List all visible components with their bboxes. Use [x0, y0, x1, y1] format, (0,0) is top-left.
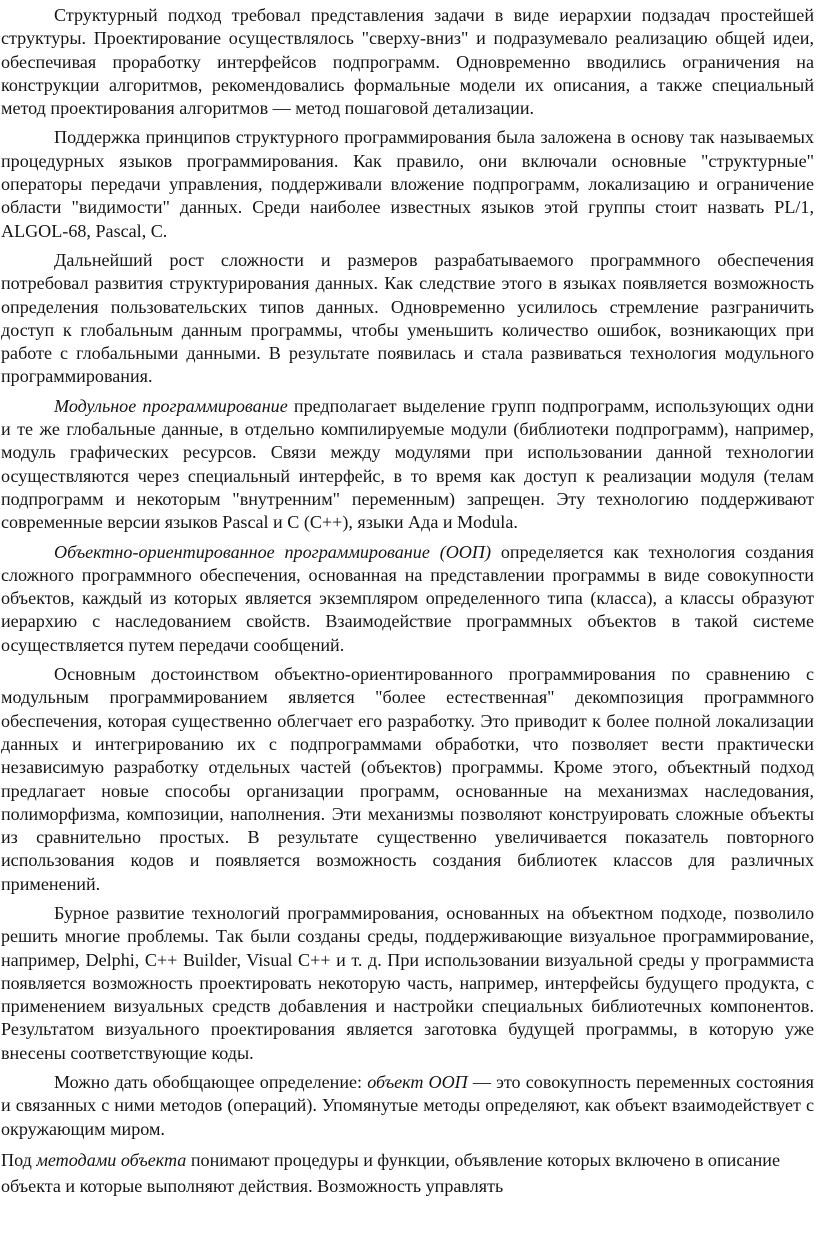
paragraph-data-structuring: Дальнейший рост сложности и размеров разрабатываемого программного обеспечения потребовал развития структурирования данных. Как следствие этого в языках появляется возможность определения пользовательских типов данных. Одновременно усилилось стремление разграничить доступ к глобальным данным программы, чтобы уменьшить количество ошибок, возникающих при работе с глобальными данными. В результате появилась и стала развиваться технология модульного программирования. — [1, 249, 814, 387]
paragraph-text: — это совокупность переменных состояния и связанных с ними методов (операций). Упомянутые методы определяют, как объект взаимодействует с окружающим миром. — [1, 1072, 814, 1139]
term-modular-programming: Модульное программирование — [54, 395, 288, 416]
term-object-methods: методами объекта — [36, 1149, 187, 1170]
paragraph-text-before: Можно дать обобщающее определение: — [54, 1072, 368, 1093]
paragraph-visual-programming: Бурное развитие технологий программирования, основанных на объектном подходе, позволило решить многие проблемы. Так были созданы среды, поддерживающие визуальное программирование, например, Delphi, С++ Builder, Visual С++ и т. д. При использовании визуальной среды у программиста появляется возможность проектировать некоторую часть, например, интерфейсы будущего продукта, с применением визуальных средств добавления и настройки специальных библиотечных компонентов. Результатом визуального проектирования является заготовка будущей программы, в которую уже внесены соответствующие коды. — [1, 902, 814, 1063]
paragraph-oop-object — [1, 1071, 814, 1141]
paragraph-oop-definition — [1, 541, 814, 657]
paragraph-text: предполагает выделение групп подпрограмм, использующих одни и те же глобальные данные, в отдельно компилируемые модули (библиотеки подпрограмм), например, модуль графических ресурсов. Связи между модулями при использовании данной технологии осуществляются через специальный интерфейс, в то время как доступ к реализации модуля (телам подпрограмм и некоторым "внутренним" переменным) запрещен. Эту технологию поддерживают современные версии языков Pascal и С (С++), языки Ада и Modula. — [1, 395, 814, 533]
paragraph-procedural-languages: Поддержка принципов структурного программирования была заложена в основу так называемых процедурных языков программирования. Как правило, они включали основные "структурные" операторы передачи управления, поддерживали вложение подпрограмм, локализацию и ограничение области "видимости" данных. Среди наиболее известных языков этой группы стоит назвать PL/1, ALGOL-68, Pascal, С. — [1, 127, 814, 241]
term-oop-object: объект ООП — [367, 1072, 468, 1093]
paragraph-object-methods — [1, 1147, 814, 1199]
paragraph-oop-advantages: Основным достоинством объектно-ориентированного программирования по сравнению с модульным программированием является "более естественная" декомпозиция программного обеспечения, которая существенно облегчает его разработку. Это приводит к более полной локализации данных и интегрированию их с подпрограммами обработки, что позволяет вести практически независимую разработку отдельных частей (объектов) программы. Кроме этого, объектный подход предлагает новые способы организации программ, основанные на механизмах наследования, полиморфизма, композиции, наполнения. Эти механизмы позволяют конструировать сложные объекты из сравнительно простых. В результате существенно увеличивается показатель повторного использования кодов и появляется возможность создания библиотек классов для различных применений. — [1, 664, 814, 894]
term-oop: Объектно-ориентированное программирование (ООП) — [54, 541, 491, 562]
paragraph-text: понимают процедуры и функции, объявление которых включено в описание объекта и которые выполняют действия. Возможность управлять — [1, 1149, 780, 1196]
paragraph-text-before: Под — [1, 1149, 37, 1170]
paragraph-text: определяется как технология создания сложного программного обеспечения, основанная на представлении программы в виде совокупности объектов, каждый из которых является экземпляром определенного типа (класса), а классы образуют иерархию с наследованием свойств. Взаимодействие программных объектов в такой системе осуществляется путем передачи сообщений. — [1, 541, 814, 655]
paragraph-structured-approach: Структурный подход требовал представления задачи в виде иерархии подзадач простейшей структуры. Проектирование осуществлялось "сверху-вниз" и подразумевало реализацию общей идеи, обеспечивая проработку интерфейсов подпрограмм. Одновременно вводились ограничения на конструкции алгоритмов, рекомендовались формальные модели их описания, а также специальный метод проектирования алгоритмов — метод пошаговой детализации. — [1, 5, 814, 119]
paragraph-modular-programming — [1, 395, 814, 535]
